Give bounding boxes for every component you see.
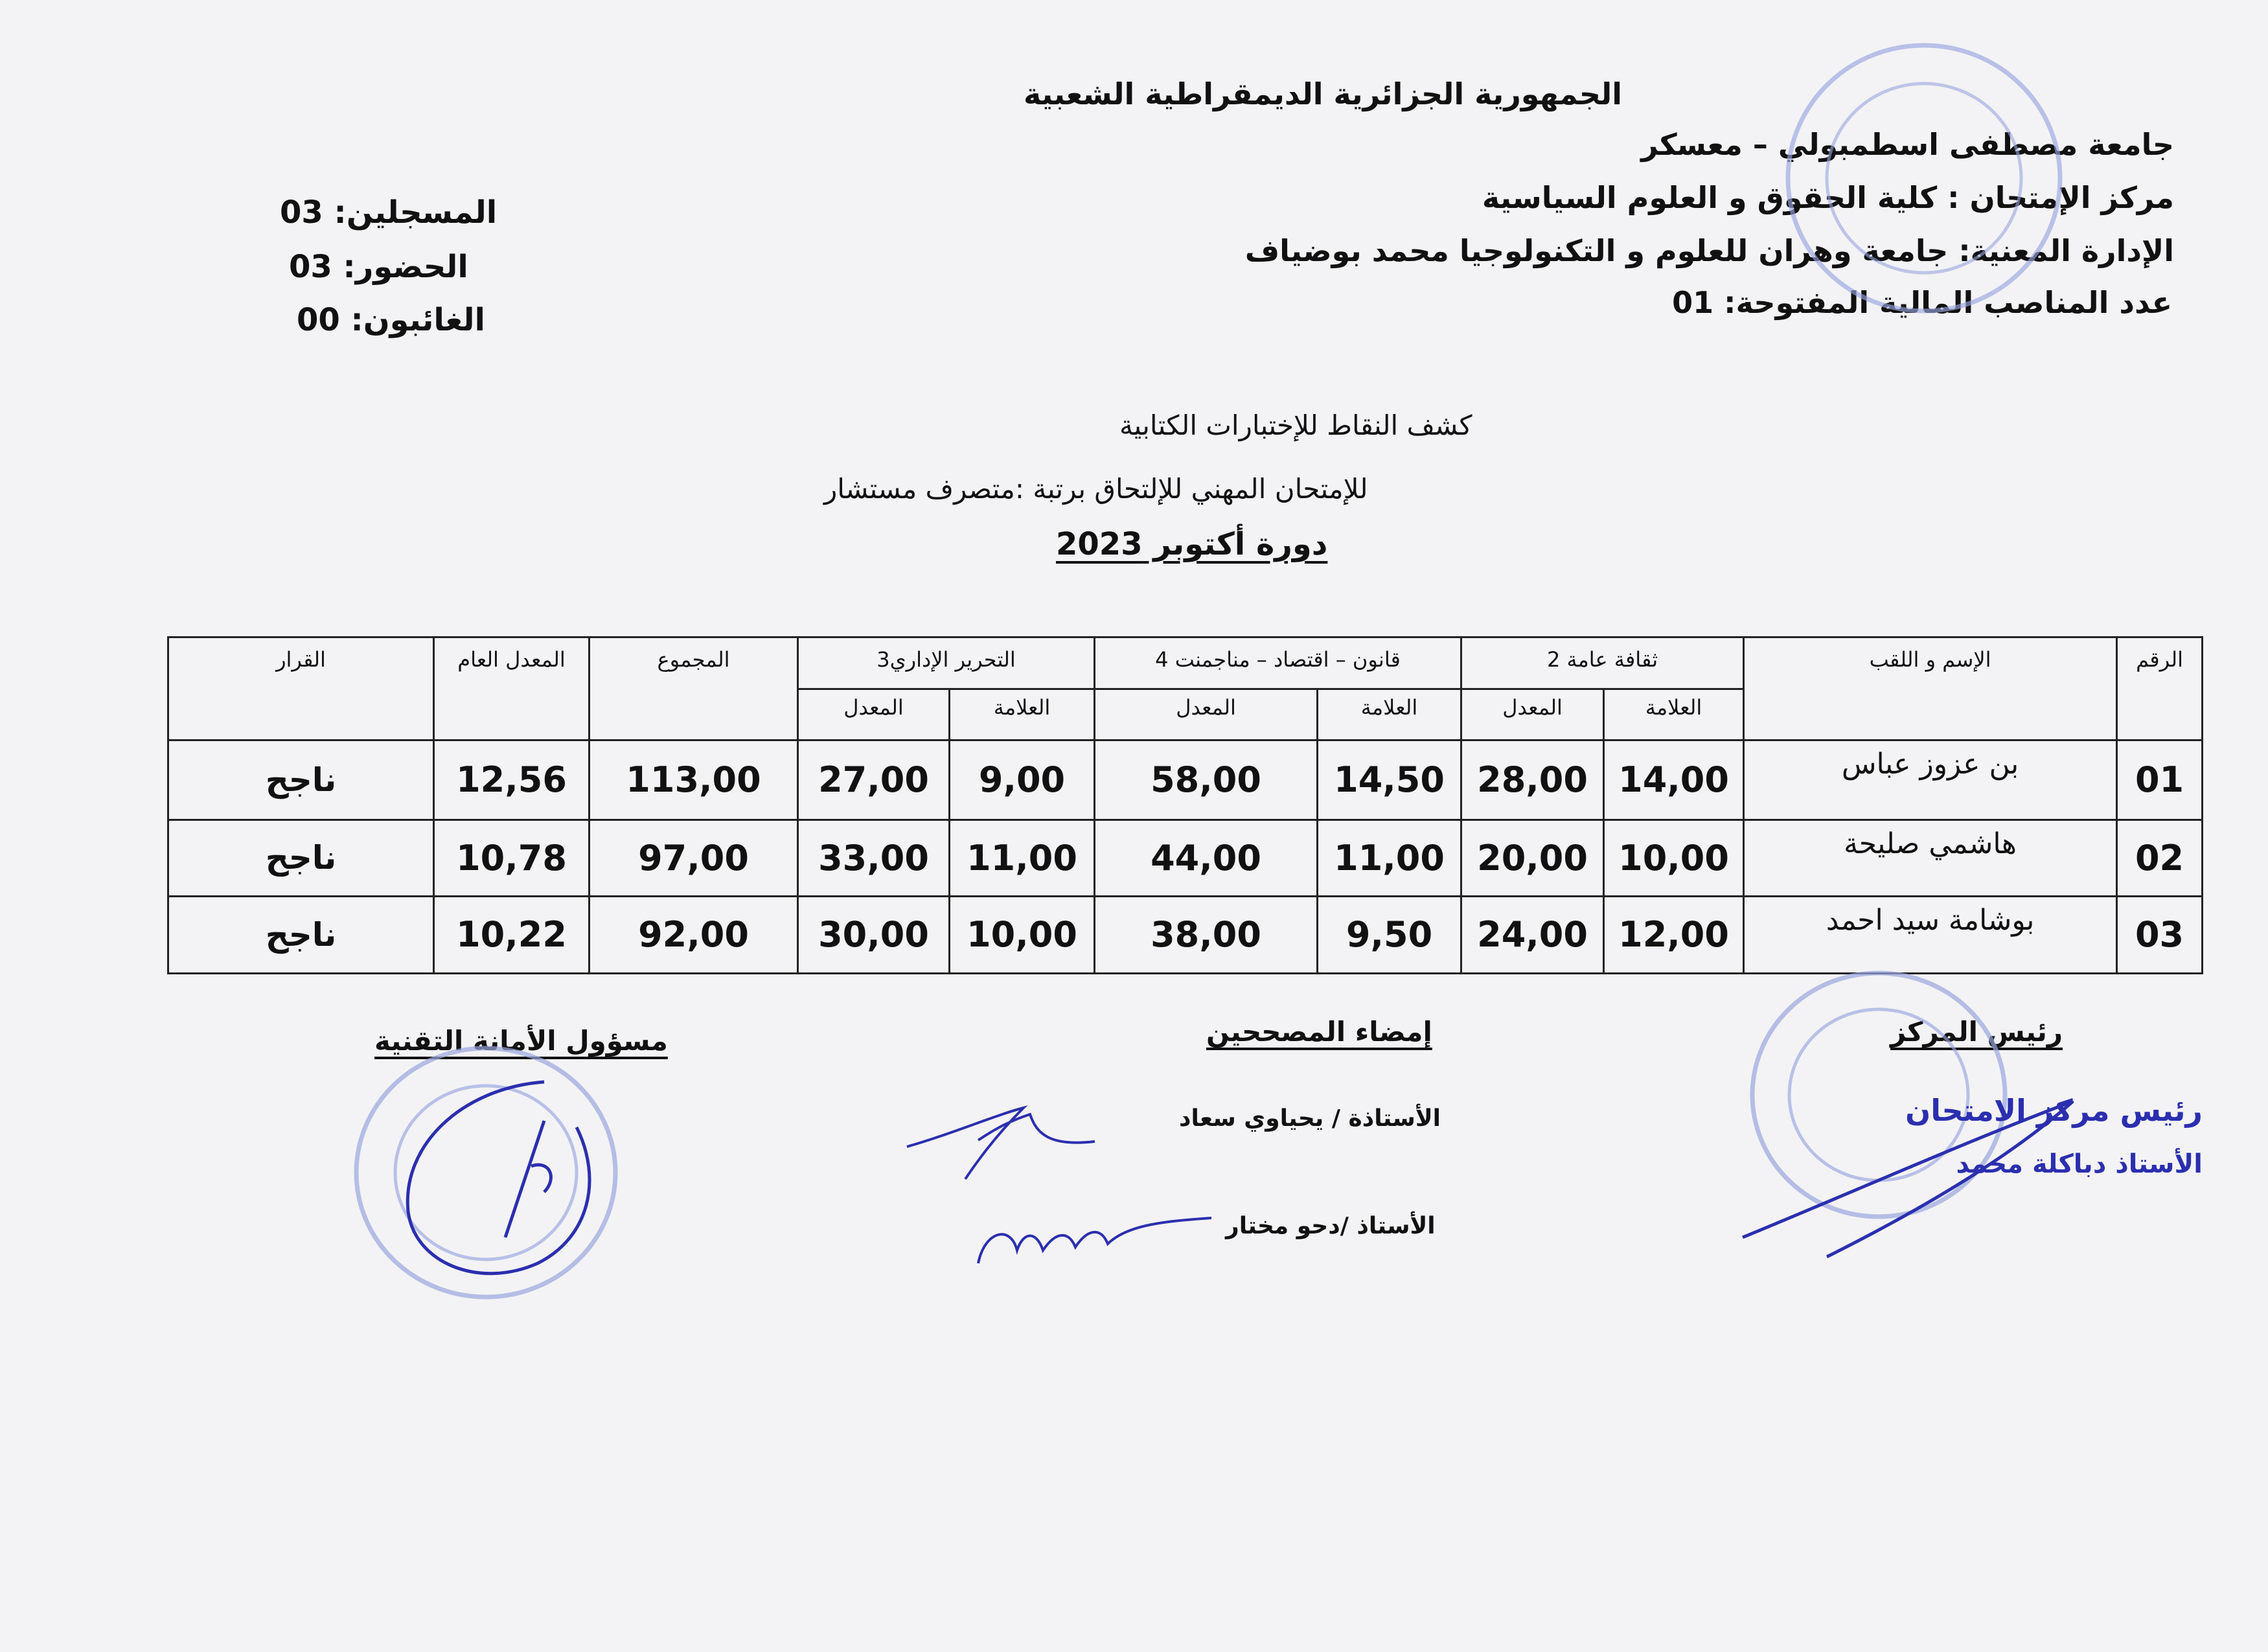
present-count: الحضور: 03: [289, 249, 468, 285]
header-subject2: قانون – اقتصاد – مناجمنت 4: [1095, 637, 1461, 689]
cell-general-average: 12,56: [434, 740, 590, 820]
cell-s2-mark: 11,00: [1318, 820, 1461, 896]
secretariat-signature-icon: [382, 1069, 615, 1296]
header-name: الإسم و اللقب: [1744, 637, 2117, 740]
header-s1-mark: العلامة: [1604, 689, 1744, 740]
cell-s1-mark: 14,00: [1604, 740, 1744, 820]
cell-general-average: 10,22: [434, 896, 590, 973]
handwritten-title: رئيس مركز الامتحان: [1905, 1093, 2203, 1128]
header-s1-average: المعدل: [1461, 689, 1604, 740]
corrector-2-signature-icon: [972, 1205, 1218, 1276]
cell-total: 92,00: [590, 896, 798, 973]
administration: الإدارة المعنية: جامعة وهران للعلوم و التكنولوجيا محمد بوضياف: [1244, 233, 2174, 268]
correctors-label: إمضاء المصححين: [1206, 1016, 1432, 1048]
cell-decision: ناجح: [168, 740, 434, 820]
cell-s1-average: 28,00: [1461, 740, 1604, 820]
handwritten-name: الأستاذ دباكلة محمد: [1956, 1149, 2203, 1179]
center-head-label: رئيس المركز: [1890, 1016, 2063, 1048]
table-row: [168, 820, 2203, 896]
cell-name: بن عزوز عباس: [1744, 740, 2117, 820]
table-row: [168, 896, 2203, 973]
cell-s2-mark: 9,50: [1318, 896, 1461, 973]
cell-s3-average: 27,00: [798, 740, 950, 820]
cell-s2-average: 38,00: [1095, 896, 1318, 973]
header-s2-mark: العلامة: [1318, 689, 1461, 740]
header-s2-average: المعدل: [1095, 689, 1318, 740]
cell-number: 03: [2117, 896, 2203, 973]
cell-s2-average: 58,00: [1095, 740, 1318, 820]
header-general-average: المعدل العام: [434, 637, 590, 740]
cell-number: 01: [2117, 740, 2203, 820]
cell-s3-mark: 9,00: [950, 740, 1095, 820]
cell-decision: ناجح: [168, 820, 434, 896]
table-row: [168, 740, 2203, 820]
header-number: الرقم: [2117, 637, 2203, 740]
cell-s1-average: 20,00: [1461, 820, 1604, 896]
grades-table: [167, 636, 2203, 974]
cell-s3-mark: 10,00: [950, 896, 1095, 973]
header-s3-mark: العلامة: [950, 689, 1095, 740]
cell-name: هاشمي صليحة: [1744, 820, 2117, 896]
header-s3-average: المعدل: [798, 689, 950, 740]
cell-s3-average: 30,00: [798, 896, 950, 973]
document-title: كشف النقاط للإختبارات الكتابية: [1119, 409, 1472, 441]
header-total: المجموع: [590, 637, 798, 740]
cell-s1-average: 24,00: [1461, 896, 1604, 973]
university-name: جامعة مصطفى اسطمبولي – معسكر: [1641, 127, 2174, 162]
cell-total: 97,00: [590, 820, 798, 896]
cell-s3-average: 33,00: [798, 820, 950, 896]
tech-secretariat-label: مسؤول الأمانة التقنية: [374, 1025, 668, 1057]
header-decision: القرار: [168, 637, 434, 740]
cell-s2-average: 44,00: [1095, 820, 1318, 896]
session-title: دورة أكتوبر 2023: [1056, 526, 1328, 562]
cell-decision: ناجح: [168, 896, 434, 973]
header-subject3: التحرير الإداري3: [798, 637, 1095, 689]
cell-name: بوشامة سيد احمد: [1744, 896, 2117, 973]
exam-title: للإمتحان المهني للإلتحاق برتبة :متصرف مستشار: [824, 473, 1368, 505]
cell-number: 02: [2117, 820, 2203, 896]
republic-title: الجمهورية الجزائرية الديمقراطية الشعبية: [1024, 76, 1623, 111]
cell-s2-mark: 14,50: [1318, 740, 1461, 820]
open-positions: عدد المناصب المالية المفتوحة: 01: [1672, 285, 2172, 320]
corrector-2-name: الأستاذ /دحو مختار: [1226, 1213, 1436, 1239]
center-head-signature-icon: [1736, 1062, 2228, 1270]
exam-center: مركز الإمتحان : كلية الحقوق و العلوم السياسية: [1482, 180, 2174, 215]
cell-s1-mark: 12,00: [1604, 896, 1744, 973]
header-subject1: ثقافة عامة 2: [1461, 637, 1744, 689]
cell-total: 113,00: [590, 740, 798, 820]
cell-s1-mark: 10,00: [1604, 820, 1744, 896]
absent-count: الغائبون: 00: [297, 302, 485, 338]
corrector-1-signature-icon: [900, 1095, 1108, 1192]
corrector-1-name: الأستاذة / يحياوي سعاد: [1179, 1105, 1441, 1132]
cell-s3-mark: 11,00: [950, 820, 1095, 896]
header-stamp-icon: [1778, 36, 2070, 321]
registered-count: المسجلين: 03: [280, 194, 498, 231]
cell-general-average: 10,78: [434, 820, 590, 896]
